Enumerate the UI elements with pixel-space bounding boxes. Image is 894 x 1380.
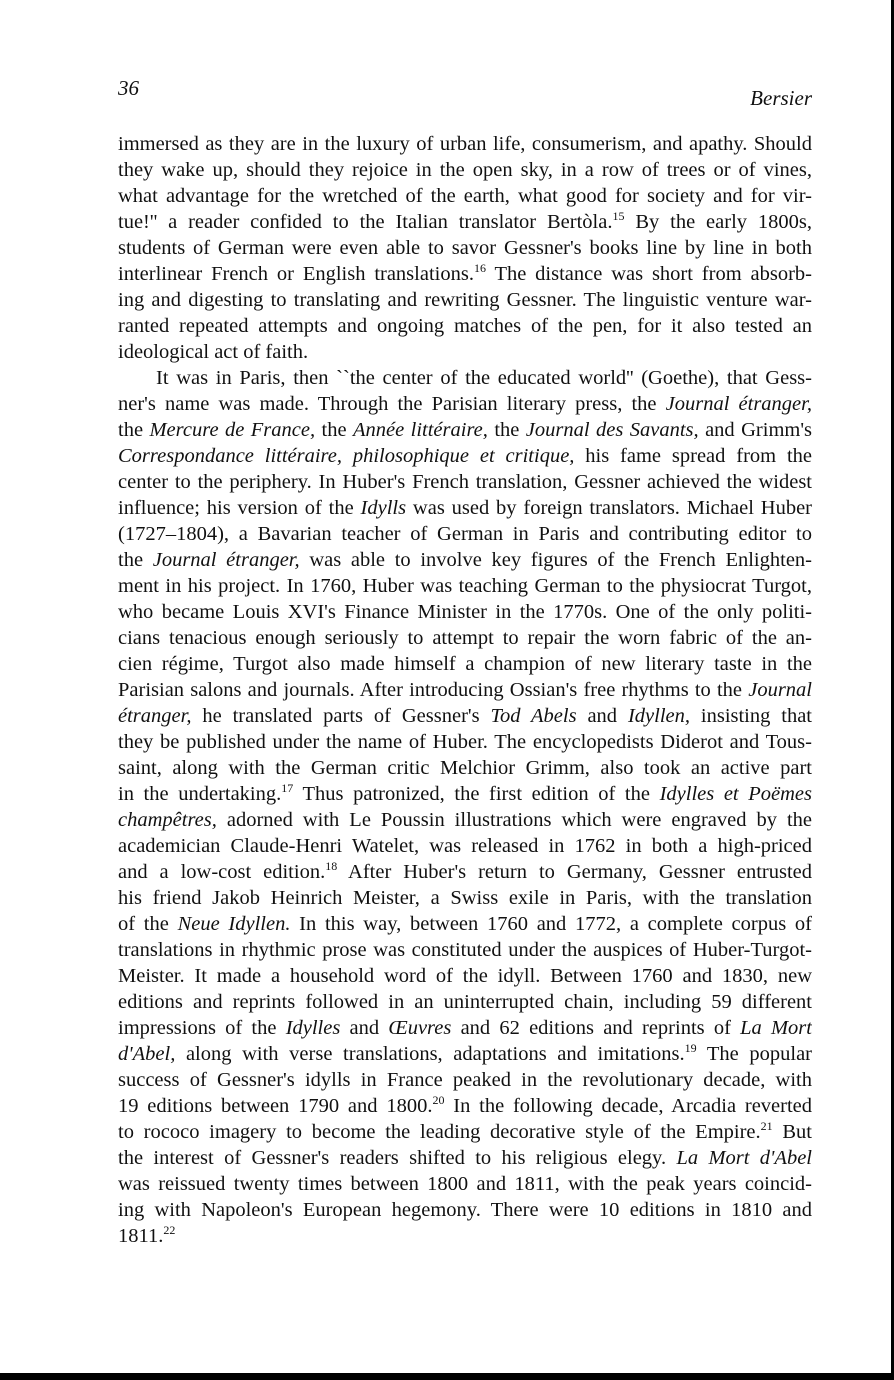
text-line [118,677,812,703]
italic-title: Mercure de France, [149,419,316,441]
italic-title: Journal étranger, [152,549,300,571]
italic-title: étranger, [118,705,192,727]
text-line [118,859,812,885]
text-run: The popular [696,1043,812,1065]
text-line [118,391,812,417]
text-run: Parisian salons and journals. After introducing Ossian's free rhythms to the [118,679,749,701]
text-line [118,521,812,547]
text-run: immersed as they are in the luxury of urban life, consumerism, and apathy. Should [118,133,812,155]
text-line [118,989,812,1015]
text-line [118,807,812,833]
text-run: ing and digesting to translating and rewriting Gessner. The linguistic venture war- [118,289,812,311]
text-line [118,1093,812,1119]
text-line [118,703,812,729]
text-line [118,1145,812,1171]
text-line [118,755,812,781]
italic-title: Neue Idyllen. [177,913,291,935]
text-run: was reissued twenty times between 1800 and 1811, with the peak years coincid- [118,1173,812,1195]
footnote-reference: 20 [432,1093,445,1108]
text-line [118,625,812,651]
text-run: of the [118,913,178,935]
text-line [118,157,812,183]
text-line [118,937,812,963]
text-run: It was in Paris, then ``the center of the educated world'' (Goethe), that Gess- [156,367,812,389]
italic-title: Journal des Savants, [525,419,699,441]
italic-title: champêtres, [118,809,217,831]
running-head: Bersier [750,86,812,110]
text-run: and Grimm's [698,419,812,441]
text-run: ranted repeated attempts and ongoing matches of the pen, for it also tested an [118,315,812,337]
text-run: the [487,419,526,441]
text-run: The distance was short from absorb- [485,263,812,285]
text-run: the interest of Gessner's readers shifted to his religious elegy. [118,1147,677,1169]
text-line [118,287,812,313]
page-number: 36 [118,76,139,100]
text-line [118,1119,812,1145]
text-run: and [576,705,628,727]
text-line [118,131,812,157]
text-run: cians tenacious enough seriously to attempt to repair the worn fabric of the an- [118,627,812,649]
text-run: impressions of the [118,1017,286,1039]
text-run: ing with Napoleon's European hegemony. There were 10 editions in 1810 and [118,1199,812,1221]
text-line [118,781,812,807]
text-run: and [340,1017,389,1039]
text-run: (1727–1804), a Bavarian teacher of German in Paris and contributing editor to [118,523,812,545]
text-line [118,547,812,573]
text-line [118,651,812,677]
text-run: Thus patronized, the first edition of the [293,783,660,805]
body-text [118,131,812,1249]
text-run: But [772,1121,812,1143]
italic-title: d'Abel, [118,1043,176,1065]
footnote-reference: 22 [163,1223,176,1238]
text-run: In this way, between 1760 and 1772, a complete corpus of [290,913,812,935]
text-run: his friend Jakob Heinrich Meister, a Swiss exile in Paris, with the translation [118,887,812,909]
text-line [118,963,812,989]
text-run: who became Louis XVI's Finance Minister in the 1770s. One of the only politi- [118,601,812,623]
text-run: the [118,419,150,441]
text-line [118,885,812,911]
text-line [118,911,812,937]
italic-title: Œuvres [388,1017,452,1039]
text-line [118,1041,812,1067]
text-run: students of German were even able to savor Gessner's books line by line in both [118,237,812,259]
text-run: saint, along with the German critic Melchior Grimm, also took an active part [118,757,812,779]
italic-title: Journal [748,679,812,701]
italic-title: Idylls [360,497,407,519]
text-line [118,313,812,339]
text-line [118,417,812,443]
text-run: along with verse translations, adaptations and imitations. [175,1043,685,1065]
text-line [118,1223,812,1249]
text-run: adorned with Le Poussin illustrations which were engraved by the [216,809,812,831]
paragraph [118,365,812,1249]
text-line [118,599,812,625]
italic-title: Idylles [285,1017,341,1039]
text-line [118,1171,812,1197]
text-run: ner's name was made. Through the Parisian literary press, the [118,393,666,415]
footnote-reference: 18 [325,859,338,874]
text-line [118,833,812,859]
text-run: center to the periphery. In Huber's French translation, Gessner achieved the widest [118,471,812,493]
text-line [118,209,812,235]
text-run: was used by foreign translators. Michael Huber [406,497,812,519]
text-line [118,235,812,261]
text-line [118,183,812,209]
footnote-reference: 15 [612,209,625,224]
text-line [118,365,812,391]
text-run: the [118,549,153,571]
text-line [118,573,812,599]
italic-title: Idyllen, [627,705,690,727]
text-run: the [315,419,353,441]
text-run: insisting that [690,705,812,727]
text-run: interlinear French or English translations. [118,263,474,285]
italic-title: Année littéraire, [352,419,488,441]
text-line [118,1067,812,1093]
italic-title: Correspondance littéraire, philosophique et critique, [118,445,575,467]
text-run: they wake up, should they rejoice in the open sky, in a row of trees or of vines, [118,159,812,181]
footnote-reference: 17 [281,781,294,796]
text-run: In the following decade, Arcadia reverted [444,1095,812,1117]
text-line [118,443,812,469]
text-run: ideological act of faith. [118,341,309,363]
text-run: influence; his version of the [118,497,361,519]
text-line [118,495,812,521]
footnote-reference: 19 [684,1041,697,1056]
italic-title: Journal étranger, [665,393,812,415]
italic-title: La Mort [740,1017,812,1039]
text-run: in the undertaking. [118,783,282,805]
text-run: 1811. [118,1225,164,1247]
text-run: translations in rhythmic prose was constituted under the auspices of Huber-Turgot- [118,939,812,961]
text-run: and a low-cost edition. [118,861,326,883]
text-run: success of Gessner's idylls in France peaked in the revolutionary decade, with [118,1069,812,1091]
text-run: he translated parts of Gessner's [191,705,491,727]
italic-title: Idylles et Poëmes [659,783,812,805]
text-run: 19 editions between 1790 and 1800. [118,1095,433,1117]
text-run: By the early 1800s, [624,211,812,233]
text-run: tue!'' a reader confided to the Italian translator Bertòla. [118,211,613,233]
text-run: academician Claude-Henri Watelet, was released in 1762 in both a high-priced [118,835,812,857]
text-run: cien régime, Turgot also made himself a champion of new literary taste in the [118,653,812,675]
footnote-reference: 16 [473,261,486,276]
text-run: what advantage for the wretched of the earth, what good for society and for vir- [118,185,812,207]
text-run: they be published under the name of Huber. The encyclopedists Diderot and Tous- [118,731,812,753]
text-line [118,339,812,365]
scan-edge-bottom [0,1373,894,1380]
footnote-reference: 21 [760,1119,773,1134]
text-run: and 62 editions and reprints of [451,1017,741,1039]
text-run: his fame spread from the [574,445,812,467]
text-run: After Huber's return to Germany, Gessner entrusted [337,861,812,883]
text-line [118,261,812,287]
text-run: editions and reprints followed in an uninterrupted chain, including 59 different [118,991,812,1013]
italic-title: Tod Abels [490,705,577,727]
text-run: ment in his project. In 1760, Huber was teaching German to the physiocrat Turgot, [118,575,812,597]
paragraph [118,131,812,365]
italic-title: La Mort d'Abel [676,1147,812,1169]
text-line [118,469,812,495]
text-run: Meister. It made a household word of the idyll. Between 1760 and 1830, new [118,965,812,987]
text-line [118,729,812,755]
text-line [118,1197,812,1223]
text-run: was able to involve key figures of the French Enlighten- [299,549,812,571]
text-line [118,1015,812,1041]
text-run: to rococo imagery to become the leading decorative style of the Empire. [118,1121,761,1143]
